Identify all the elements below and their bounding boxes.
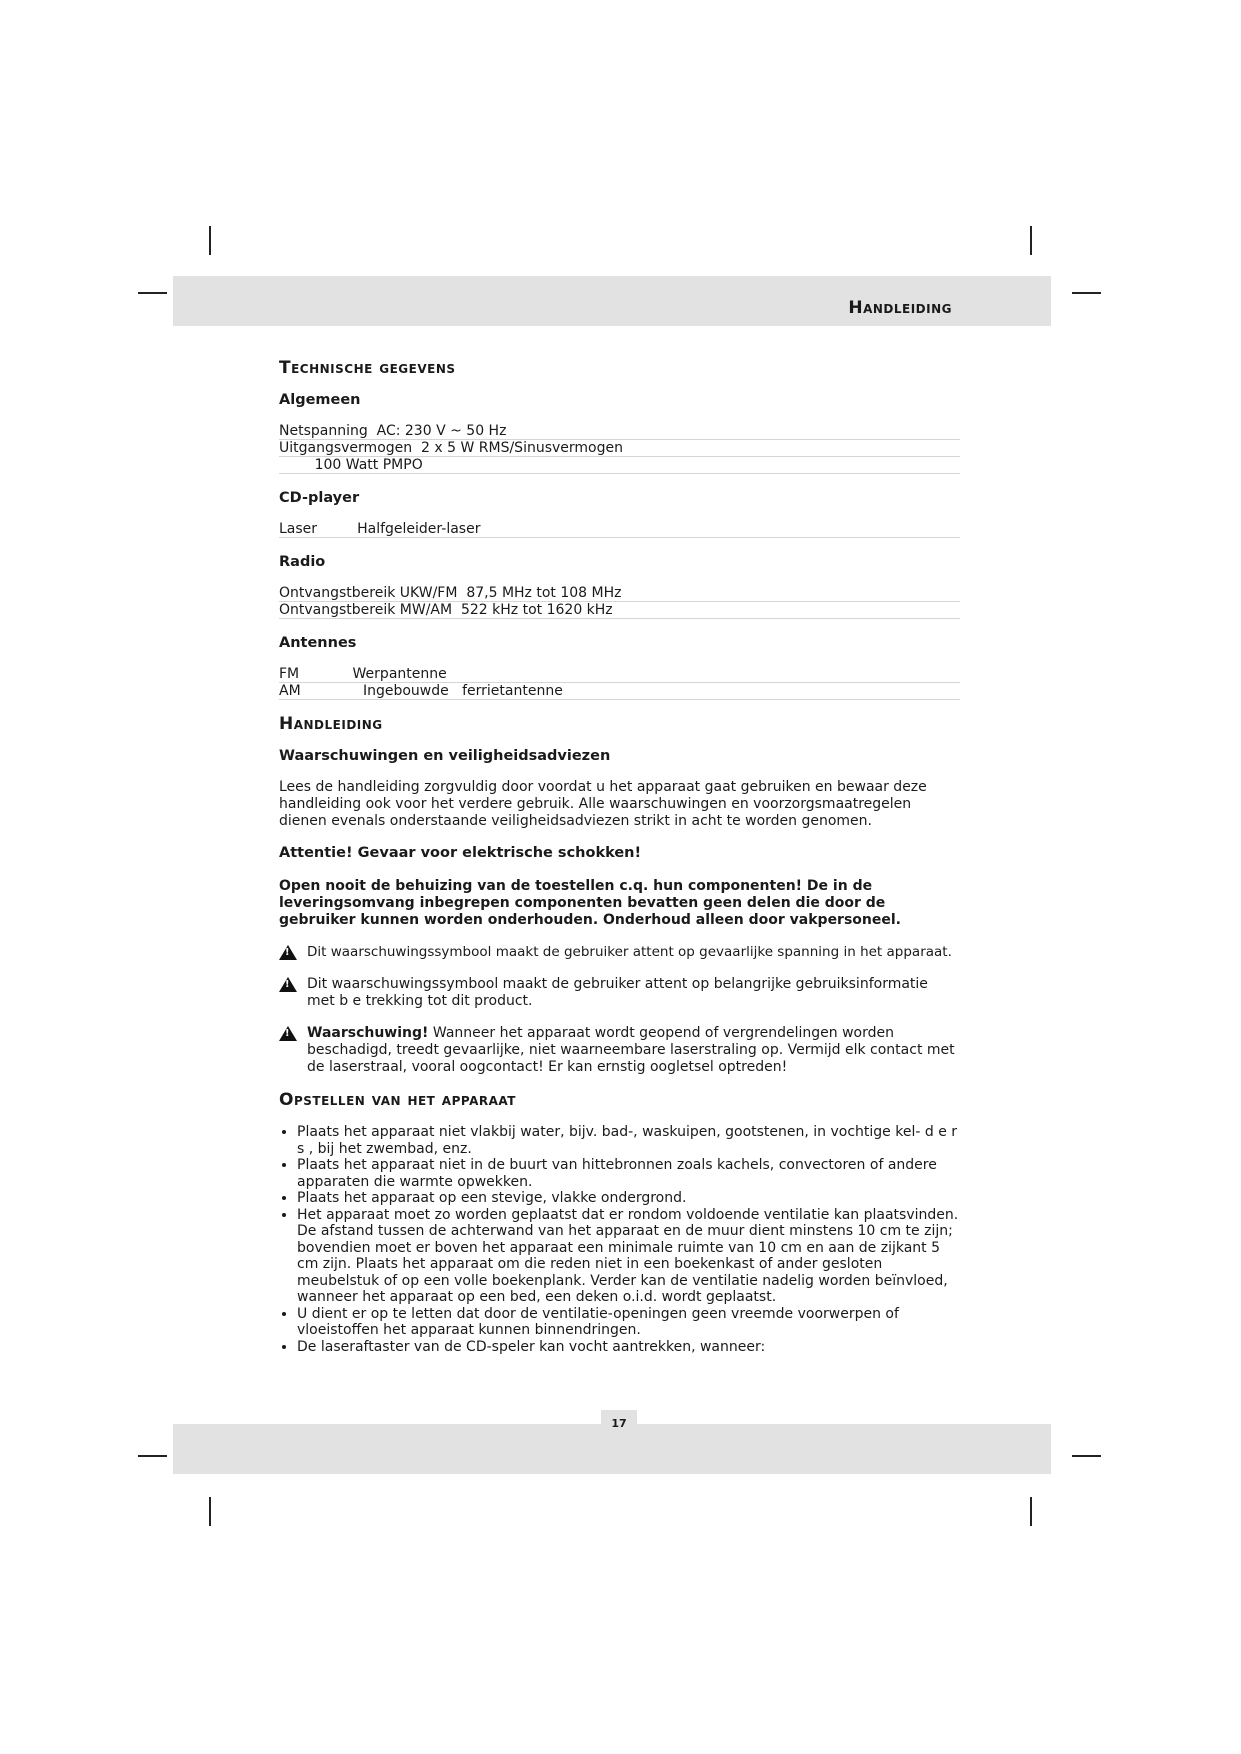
warning-triangle-icon xyxy=(279,945,297,960)
list-item: • Plaats het apparaat op een stevige, vlakke ondergrond. xyxy=(297,1190,960,1207)
spec-row: Ontvangstbereik MW/AM 522 kHz tot 1620 kHz xyxy=(279,602,960,619)
crop-mark xyxy=(138,292,167,294)
list-item: • Plaats het apparaat niet vlakbij water, bijv. bad-, waskuipen, gootstenen, in vochtige kel- d e r s , bij het zwembad, enz. xyxy=(297,1124,960,1157)
list-item: • Het apparaat moet zo worden geplaatst dat er rondom voldoende ventilatie kan plaatsvinden. De afstand tussen de achterwand van het apparaat en de muur dient minstens 10 cm te zijn; bovendien moet er boven het apparaat een minimale ruimte van 10 cm en aan de zijkant 5 cm zijn. Plaats het apparaat om die reden niet in een boekenkast of ander gesloten meubelstuk of op een volle boekenplank. Verder kan de ventilatie nadelig worden beïnvloed, wanneer het apparaat op een bed, een deken o.i.d. wordt geplaatst. xyxy=(297,1207,960,1306)
spec-group xyxy=(279,554,960,619)
crop-mark xyxy=(209,226,211,255)
list-item: • U dient er op te letten dat door de ventilatie-openingen geen vreemde voorwerpen of vloeistoffen het apparaat kunnen binnendringen. xyxy=(297,1306,960,1339)
spec-heading: CD-player xyxy=(279,490,360,506)
warning-item xyxy=(279,976,960,1010)
spec-heading: Radio xyxy=(279,554,326,570)
setup-title: Opstellen van het apparaat xyxy=(279,1090,516,1110)
spec-group xyxy=(279,635,960,700)
housing-warning: Open nooit de behuizing van de toestellen c.q. hun componenten! De in de leveringsomvang inbegrepen componenten bevatten geen delen die door de gebruiker kunnen worden onderhouden. Onderhoud alleen door vakpersoneel. xyxy=(279,878,901,928)
attention-text: Attentie! Gevaar voor elektrische schokken! xyxy=(279,845,642,861)
list-item: • Plaats het apparaat niet in de buurt van hittebronnen zoals kachels, convectoren of andere apparaten die warmte opwekken. xyxy=(297,1157,960,1190)
crop-mark xyxy=(1030,1497,1032,1526)
setup-list xyxy=(279,1124,960,1355)
crop-mark xyxy=(1072,1455,1101,1457)
page-number: 17 xyxy=(601,1410,637,1438)
header-title: Handleiding xyxy=(848,298,952,318)
specs-title: Technische gegevens xyxy=(279,358,456,378)
spec-row: Laser Halfgeleider-laser xyxy=(279,521,960,538)
manual-title: Handleiding xyxy=(279,714,383,734)
warning-text: Dit waarschuwingssymbool maakt de gebruiker attent op belangrijke gebruiksinformatie met b e trekking tot dit product. xyxy=(307,976,928,1009)
spec-heading: Antennes xyxy=(279,635,357,651)
crop-mark xyxy=(1072,292,1101,294)
warning-body: Wanneer het apparaat wordt geopend of vergrendelingen worden beschadigd, treedt gevaarlijke, niet waarneembare laserstraling op. Vermijd elk contact met de laserstraal, vooral oogcontact! Er kan ernstig oogletsel optreden! xyxy=(307,1025,955,1075)
spec-row: Ontvangstbereik UKW/FM 87,5 MHz tot 108 MHz xyxy=(279,585,960,602)
manual-subheading: Waarschuwingen en veiligheidsadviezen xyxy=(279,748,611,764)
warning-text xyxy=(307,1025,960,1076)
warning-item xyxy=(279,944,960,961)
page-content xyxy=(279,358,960,1355)
spec-row: AM Ingebouwde ferrietantenne xyxy=(279,683,960,700)
crop-mark xyxy=(1030,226,1032,255)
spec-row: Netspanning AC: 230 V ~ 50 Hz xyxy=(279,423,960,440)
crop-mark xyxy=(138,1455,167,1457)
crop-mark xyxy=(209,1497,211,1526)
warning-triangle-icon xyxy=(279,1026,297,1041)
warning-text: Dit waarschuwingssymbool maakt de gebruiker attent op gevaarlijke spanning in het apparaat. xyxy=(307,944,952,960)
list-item: • De laseraftaster van de CD-speler kan vocht aantrekken, wanneer: xyxy=(297,1339,960,1356)
spec-row: 100 Watt PMPO xyxy=(279,457,960,474)
spec-group xyxy=(279,392,960,474)
warning-triangle-icon xyxy=(279,977,297,992)
warning-label: Waarschuwing! xyxy=(307,1025,429,1041)
spec-heading: Algemeen xyxy=(279,392,361,408)
warning-item xyxy=(279,1025,960,1076)
spec-row: FM Werpantenne xyxy=(279,666,960,683)
spec-group xyxy=(279,490,960,538)
intro-paragraph: Lees de handleiding zorgvuldig door voordat u het apparaat gaat gebruiken en bewaar deze handleiding ook voor het verdere gebruik. Alle waarschuwingen en voorzorgsmaatregelen dienen evenals onderstaande veiligheidsadviezen strikt in acht te worden genomen. xyxy=(279,779,927,829)
spec-row: Uitgangsvermogen 2 x 5 W RMS/Sinusvermogen xyxy=(279,440,960,457)
